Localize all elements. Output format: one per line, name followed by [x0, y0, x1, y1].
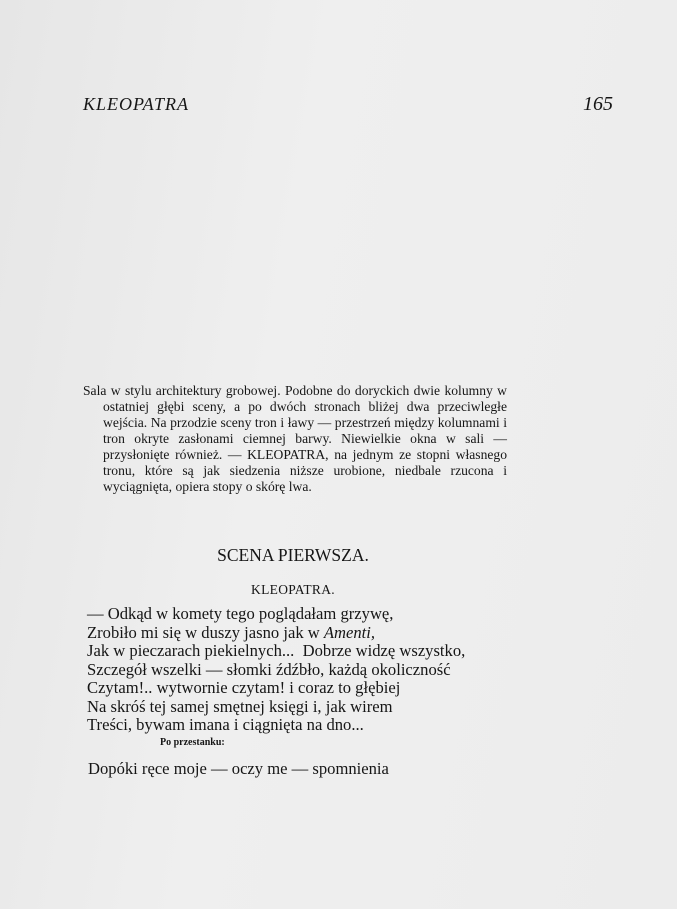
verse-line-text: Zrobiło mi się w duszy jasno jak w [87, 622, 324, 642]
running-header-title: KLEOPATRA [83, 94, 190, 114]
verse-line: — Odkąd w komety tego poglądałam grzywę, [87, 604, 394, 623]
verse-line-last: Dopóki ręce moje — oczy me — spomnienia [88, 759, 389, 778]
verse-line: Szczegół wszelki — słomki źdźbło, każdą okoliczność [87, 659, 451, 679]
verse-line: Jak w pieczarach piekielnych... Dobrze widzę wszystko, [87, 641, 466, 660]
page-number: 165 [583, 93, 613, 115]
scene-title: SCENA PIERWSZA. [217, 545, 369, 565]
verse-italic-word: Amenti, [323, 622, 376, 642]
verse-block [87, 605, 465, 735]
stage-direction: Sala w stylu architektury grobowej. Podobne do doryckich dwie kolumny w ostatniej głębi sceny, a po dwóch stronach bliżej dwa przeciwległe wejścia. Na przodzie sceny tron i ławy — przestrzeń między kolumnami i tron okryte zasłonami ciemnej barwy. Niewielkie okna w sali — przysłonięte również. — KLEOPATRA, na jednym ze stopni własnego tronu, które są jak siedzenia niższe urobione, niedbale rzucona i wyciągnięta, opiera stopy o skórę lwa. [83, 383, 507, 494]
verse-line: Czytam!.. wytwornie czytam! i coraz to głębiej [87, 678, 401, 697]
pause-note: Po przestanku: [160, 737, 225, 748]
speaker-name: KLEOPATRA. [251, 582, 335, 597]
verse-line: Treści, bywam imana i ciągnięta na dno... [87, 715, 364, 734]
verse-line: Na skróś tej samej smętnej księgi i, jak wirem [87, 696, 393, 716]
verse-line [87, 624, 465, 643]
